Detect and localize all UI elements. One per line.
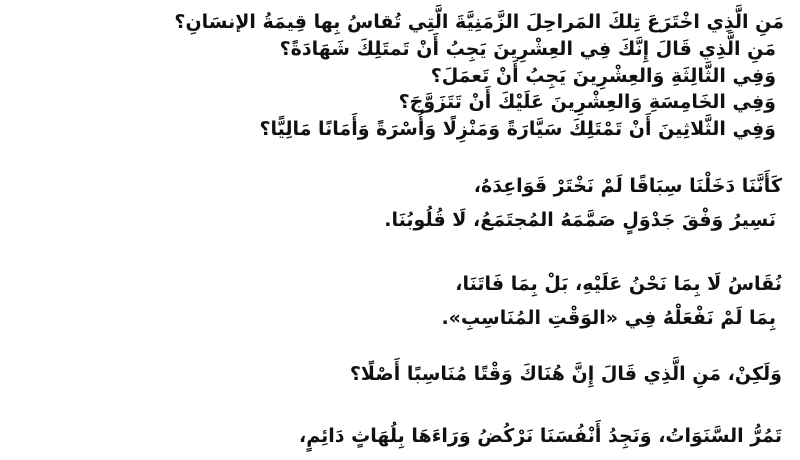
text-line: وَفِي الثَّالِثَةِ وَالعِشْرِينَ يَجِبُ أَنْ تَعمَلَ؟ (430, 65, 776, 87)
text-line: مَنِ الَّذِي قَالَ إِنَّكَ فِي العِشْرِينَ يَجِبُ أَنْ تَمتَلِكَ شَهَادَةً؟ (279, 38, 776, 60)
text-line: بِمَا لَمْ نَفْعَلْهُ فِي «الوَقْتِ المُنَاسِبِ». (441, 307, 776, 329)
text-line: وَفِي الخَامِسَةِ وَالعِشْرِينَ عَلَيْكَ أَنْ تَتَزَوَّجَ؟ (398, 91, 776, 113)
text-line: مَنِ الَّذِي اخْتَرَعَ تِلكَ المَراحِلَ الزَّمَنِيَّةَ الَّتِي تُقاسُ بِها قِيمَةُ الإنسَانِ؟ (174, 11, 784, 33)
text-line: نَسِيرُ وَفْقَ جَدْوَلٍ صَمَّمَهُ المُجتَمَعُ، لَا قُلُوبُنَا. (384, 209, 776, 231)
text-line: وَلَكِنْ، مَنِ الَّذِي قَالَ إِنَّ هُنَاكَ وَقْتًا مُنَاسِبًا أَصْلًا؟ (349, 363, 782, 385)
text-line: كَأَنَّنَا دَخَلْنَا سِبَاقًا لَمْ نَخْتَرْ قَوَاعِدَهُ، (473, 175, 782, 197)
text-line: تَمُرُّ السَّنَوَاتُ، وَنَجِدُ أَنْفُسَنَا نَرْكُضُ وَرَاءَهَا بِلُهَاثٍ دَائِمٍ، (298, 425, 782, 447)
text-line: نُقَاسُ لَا بِمَا نَحْنُ عَلَيْهِ، بَلْ بِمَا فَاتَنَا، (455, 273, 782, 295)
text-line: وَفِي الثَّلاثِينَ أَنْ تَمْتَلِكَ سَيَّارَةً وَمَنْزِلًا وَأُسْرَةً وَأَمَانًا مَالِيًّا؟ (259, 118, 776, 140)
